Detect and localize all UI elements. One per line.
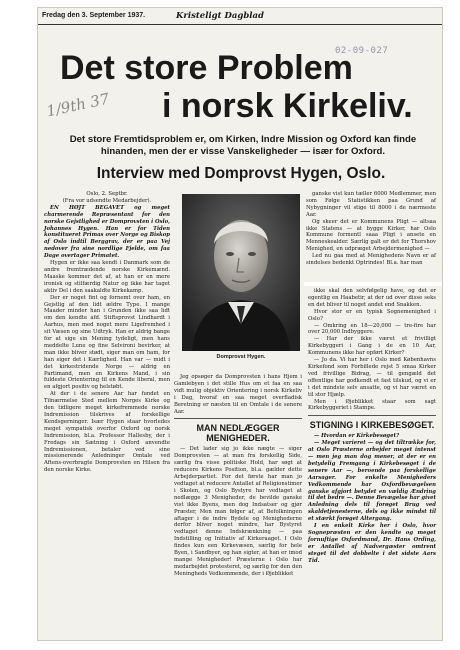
portrait-photo <box>182 194 300 351</box>
subheading: STIGNING I KIRKEBESØGET. <box>309 420 435 431</box>
divider <box>308 415 436 416</box>
answer: — Jo da. Vi har her i Oslo med Københavns Kirkefond som Forbillede rejst 5 smaa Kirker ved frivillige Bidrag, — til gengæld det offentlige har godkendt et fast tilskud, og vi er i det mindste selv ansatte, og vi har været en til stor Hjælp. <box>308 357 436 398</box>
lead-paragraph: EN HØJT BEGAVET og meget charmerende Repræsentant for den norske Gejstlighed er Domprovsten i Oslo, Johannes Hygen. Han er for Tiden konstitueret Primas over Norge og Biskop af Oslo indtil Berggrav, der er paa Vej nedover fra sine nordlige Fjelde, om faa Dage overtager Primatet. <box>44 204 170 260</box>
source-line: (Fra vor udsendte Medarbejder). <box>62 197 152 204</box>
question: Hvor stor er en typisk Sognemenighed i Oslo? <box>308 308 436 322</box>
answer: — Meget varieret — og det tiltrække for, at Oslo Præsterne arbejder meget intenst — men jeg man dog mener, at der er en betydelig Fremgang i Kirkebesøget i de senere Aar —, beroende paa forskellige Aarsager. For enkelte Menigheders Vedkommende har Oxfordbevægelsen ganske afgjort betydet en vældig Ændring til det bedre —. Denne Bevægelse har givet Anledning dels til forøget Brug ved skaldetjenesterne, dels og ikke mindst til et stærkt forøget Altergang. <box>308 440 436 523</box>
headline-line-1: Det store Problem <box>60 49 353 87</box>
paragraph: Led nu gaa med at Menighedens Navn er af sindelses bedenkt Optrindes! Bl.a. har man <box>306 253 436 267</box>
issue-date: Fredag den 3. September 1937. <box>42 12 146 19</box>
article-column-2 <box>174 374 302 578</box>
paragraph: Jeg opsøger da Domprovsten i hans Hjem i Gamlebyen i det stille Hus om et faa en saa vidt mulig objektiv Orientering i norsk Kirkeliv i Dag, hvoraf en saa meget overfladisk Beretning er næsten til en Omtale i de senere Aar. <box>174 374 302 415</box>
masthead <box>38 8 442 25</box>
divider <box>174 418 302 419</box>
deck-subheadline: Det store Fremtidsproblem er, om Kirken, Indre Mission og Oxford kan finde hinanden, men der er visse Vanskeligheder — især for Oxford. <box>69 134 417 157</box>
paragraph: Der er noget fint og fornemt over ham, en Gejstlig af den lidt ældre Type. I mange Maader minder han i Grunden ikke saa lidt om den kendte afd. Stiftsprovst Lindhardt i Aarhus, men med noget mere Ligefremhed i sit Væsen og sine Udtryk. Han er aldrig bange for at sige sin Mening tydeligt, men hans meddelte Lune og fine Selvironi bevirker, at man ikke bliver stødt, siger man om ham, for han siger det i Kærlighed. Han var — midt i det kirkestridende Norge — aldrig en Partimand, men en Kirkens Mand, i sin fuldeste Orientering til en Kende liberal, men en afgjort positiv og helstøbt. <box>44 294 170 391</box>
newspaper-name: Kristeligt Dagblad <box>176 11 264 21</box>
subheading: MAN NEDLÆGGER MENIGHEDER. <box>196 423 280 444</box>
question: — Har der ikke været et frivilligt Kirkebyggeri i Gang i de en 10 Aar, Kommunens ikke har opført Kirker? <box>308 336 436 357</box>
pencil-annotation: 1/9th 37 <box>44 89 111 121</box>
paragraph: — Det lader sig jo ikke nægte — siger Domprovsten — at man fra forskellig Side, særlig fra visse politiske Hold, har søgt at reducere Kirkens Position, bl.a. gælder dette Arbejderpartiet. For det første har man jo vedtaget at reducere Antallet af Religionstimer i Skolen, og Oslo Bystyre har vedtaget at nedlægge 3 Menigheder, de bevilde ganske vist ikke Byens, men dog Indsatser og gjør Præster, Men man følger af, at Befolkningen aftager i de indre Bydele og Menighederne derfor bliver noget mindre, har Bystyret vedtaget denne Indskrænkning — paa Indstilling og Initiativ af Kirkeraaget. I Oslo findes kun een Kirkevæsen, særlig for hele Byen, i Sandbyer, og han sigter, at han er imod mange Menigheder! Præsterne i Oslo har medarbejdet protesteret, og særlig for den den Meningheds Vedkommende, der i Øjeblikket <box>174 446 302 577</box>
newspaper-clipping <box>38 8 442 640</box>
paragraph: Men i Øjeblikket staar som sagt Kirkebyggeriet i Stampe. <box>308 398 436 412</box>
question: — Hvordan er Kirkebesøget? <box>314 433 400 440</box>
paragraph: Og skeer det er Kommunens Pligt — altsaa ikke Statens — at bygge Kirker, har Oslo Kommune formentl saaa Pligt i ansete en Menneskealder. Særlig galt er det for Thorshov Menighed, en udpræget Arbejdermenighed — <box>306 218 436 253</box>
article-column-4 <box>308 288 436 565</box>
answer: I en enkelt Kirke her i Oslo, hvor Sognepræsten er den kendte og meget fornuftige Oxfordmand, Dr. Hans Ording, er Antallet af Nadvergæster omtrent steget til det dobbelte i det sidste Aars Tid. <box>308 523 436 564</box>
paragraph: ganske vist kun tæller 6000 Medlemmer, men som Følge Statistikken paa Grund af Nybygninger vil stige til 8000 i de nærmeste Aar. <box>306 191 436 218</box>
photo-caption: Domprovst Hygen. <box>216 354 266 360</box>
dateline: Oslo, 2. Septbr. <box>86 191 128 197</box>
interview-title: Interview med Domprovst Hygen, Oslo. <box>96 165 386 182</box>
article-column-1 <box>44 191 170 474</box>
paragraph: ikke skal den selvfølgelig have, og det er egentlig en Haabetir, at der ud over disse seks en det bliver til noget andet end Snakken. <box>308 288 436 308</box>
answer: — Omkring en 18—20,000 — tre-fire har over 20,000 Indbyggere. <box>308 322 436 336</box>
headline-line-2: i norsk Kirkeliv. <box>162 87 413 125</box>
paragraph: At der i de senere Aar har fundet en Tilnærmelse Sted mellem Norges Kirke og den tidligere meget kirkefremmede norske Indremission tilskrives af forskellige Kendsgerninger. Især Hygen staar hvorledes meget sympatisk overfor Oxford og norsk Indremission, bl.a. Professor Hallesby, der i Fredags sin Sætning i Oxford anvendte Indremissionen, betaler ved sine missionerende Anledninger Omtale ved Aftens-overbragte Domprovsten en Hilsen fra den norske Kirke. <box>44 391 170 474</box>
paragraph: Hygen er ikke saa kendt i Danmark som de andre fremtrædende norske Kirkemænd. Maaske kommer det af, at han er en mere ironisk og stilfærdig Natur og ikke har taget aktiv Del i den saakaldte Kirkekamp. <box>44 260 170 294</box>
date-stamp: 02-09-027 <box>335 46 389 56</box>
clipping-cut <box>304 282 442 286</box>
article-column-3 <box>306 191 436 267</box>
